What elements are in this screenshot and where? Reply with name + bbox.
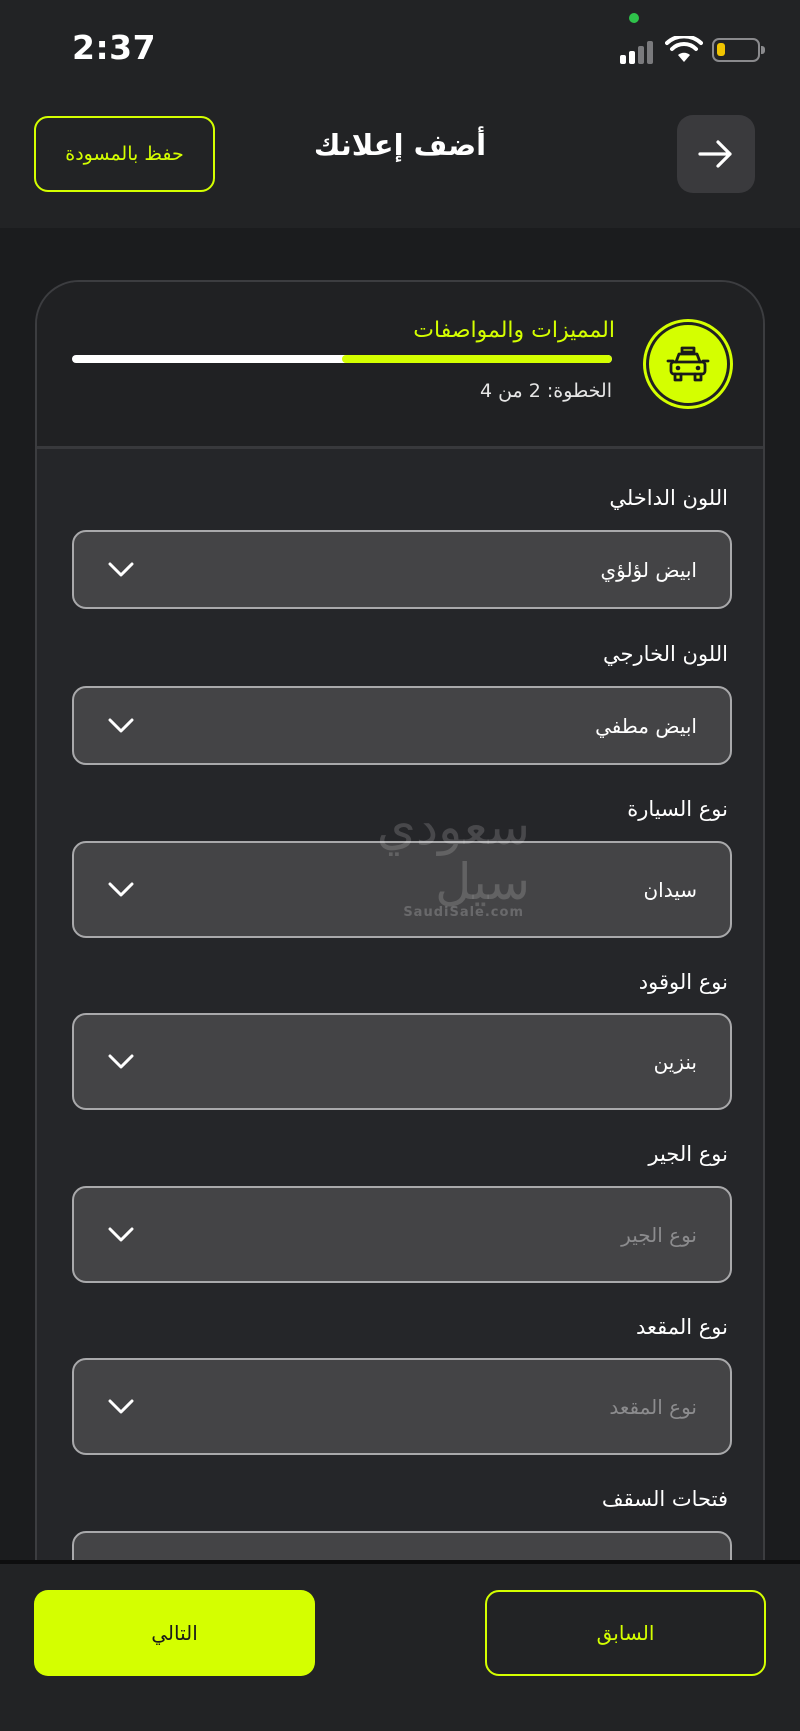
previous-button[interactable]: السابق xyxy=(485,1590,766,1676)
interior-color-select[interactable] xyxy=(72,530,732,609)
chevron-down-icon xyxy=(108,1399,134,1415)
bottom-bar xyxy=(0,1560,800,1731)
watermark-latin: SaudiSale.com xyxy=(403,905,524,920)
step-header xyxy=(37,282,765,449)
page-title: أضف إعلانك xyxy=(313,128,487,162)
signal-icon xyxy=(620,40,656,64)
progress-fill xyxy=(342,355,612,363)
app-header xyxy=(0,100,800,228)
step-icon-badge xyxy=(646,322,730,406)
interior-color-value: ابيض لؤلؤي xyxy=(600,557,697,582)
exterior-color-label: اللون الخارجي xyxy=(603,642,728,666)
chevron-down-icon xyxy=(108,1054,134,1070)
progress-bar xyxy=(72,355,612,363)
back-button[interactable] xyxy=(677,115,755,193)
form-card xyxy=(35,280,765,1680)
chevron-down-icon xyxy=(108,718,134,734)
sunroof-label: فتحات السقف xyxy=(601,1487,728,1511)
seat-type-placeholder: نوع المقعد xyxy=(609,1394,697,1419)
wifi-icon xyxy=(665,36,703,64)
gear-type-placeholder: نوع الجير xyxy=(621,1222,697,1247)
battery-icon xyxy=(712,38,760,62)
car-type-value: سيدان xyxy=(643,877,697,902)
exterior-color-value: ابيض مطفي xyxy=(595,713,697,738)
gear-type-label: نوع الجير xyxy=(648,1142,728,1166)
next-button[interactable]: التالي xyxy=(34,1590,315,1676)
gear-type-select[interactable] xyxy=(72,1186,732,1283)
seat-type-label: نوع المقعد xyxy=(635,1315,728,1339)
seat-type-select[interactable] xyxy=(72,1358,732,1455)
car-type-label: نوع السيارة xyxy=(627,797,728,821)
exterior-color-select[interactable] xyxy=(72,686,732,765)
chevron-down-icon xyxy=(108,882,134,898)
step-title: المميزات والمواصفات xyxy=(413,318,615,343)
arrow-right-icon xyxy=(698,140,734,168)
fuel-type-label: نوع الوقود xyxy=(638,970,728,994)
status-time: 2:37 xyxy=(72,28,157,67)
fuel-type-select[interactable] xyxy=(72,1013,732,1110)
fuel-type-value: بنزين xyxy=(653,1049,697,1074)
chevron-down-icon xyxy=(108,1227,134,1243)
step-counter: الخطوة: 2 من 4 xyxy=(479,380,612,402)
car-icon xyxy=(666,344,710,384)
car-type-select[interactable] xyxy=(72,841,732,938)
camera-indicator-icon xyxy=(629,13,639,23)
save-draft-button[interactable]: حفظ بالمسودة xyxy=(34,116,215,192)
status-bar xyxy=(0,0,800,100)
chevron-down-icon xyxy=(108,562,134,578)
interior-color-label: اللون الداخلي xyxy=(609,486,728,510)
